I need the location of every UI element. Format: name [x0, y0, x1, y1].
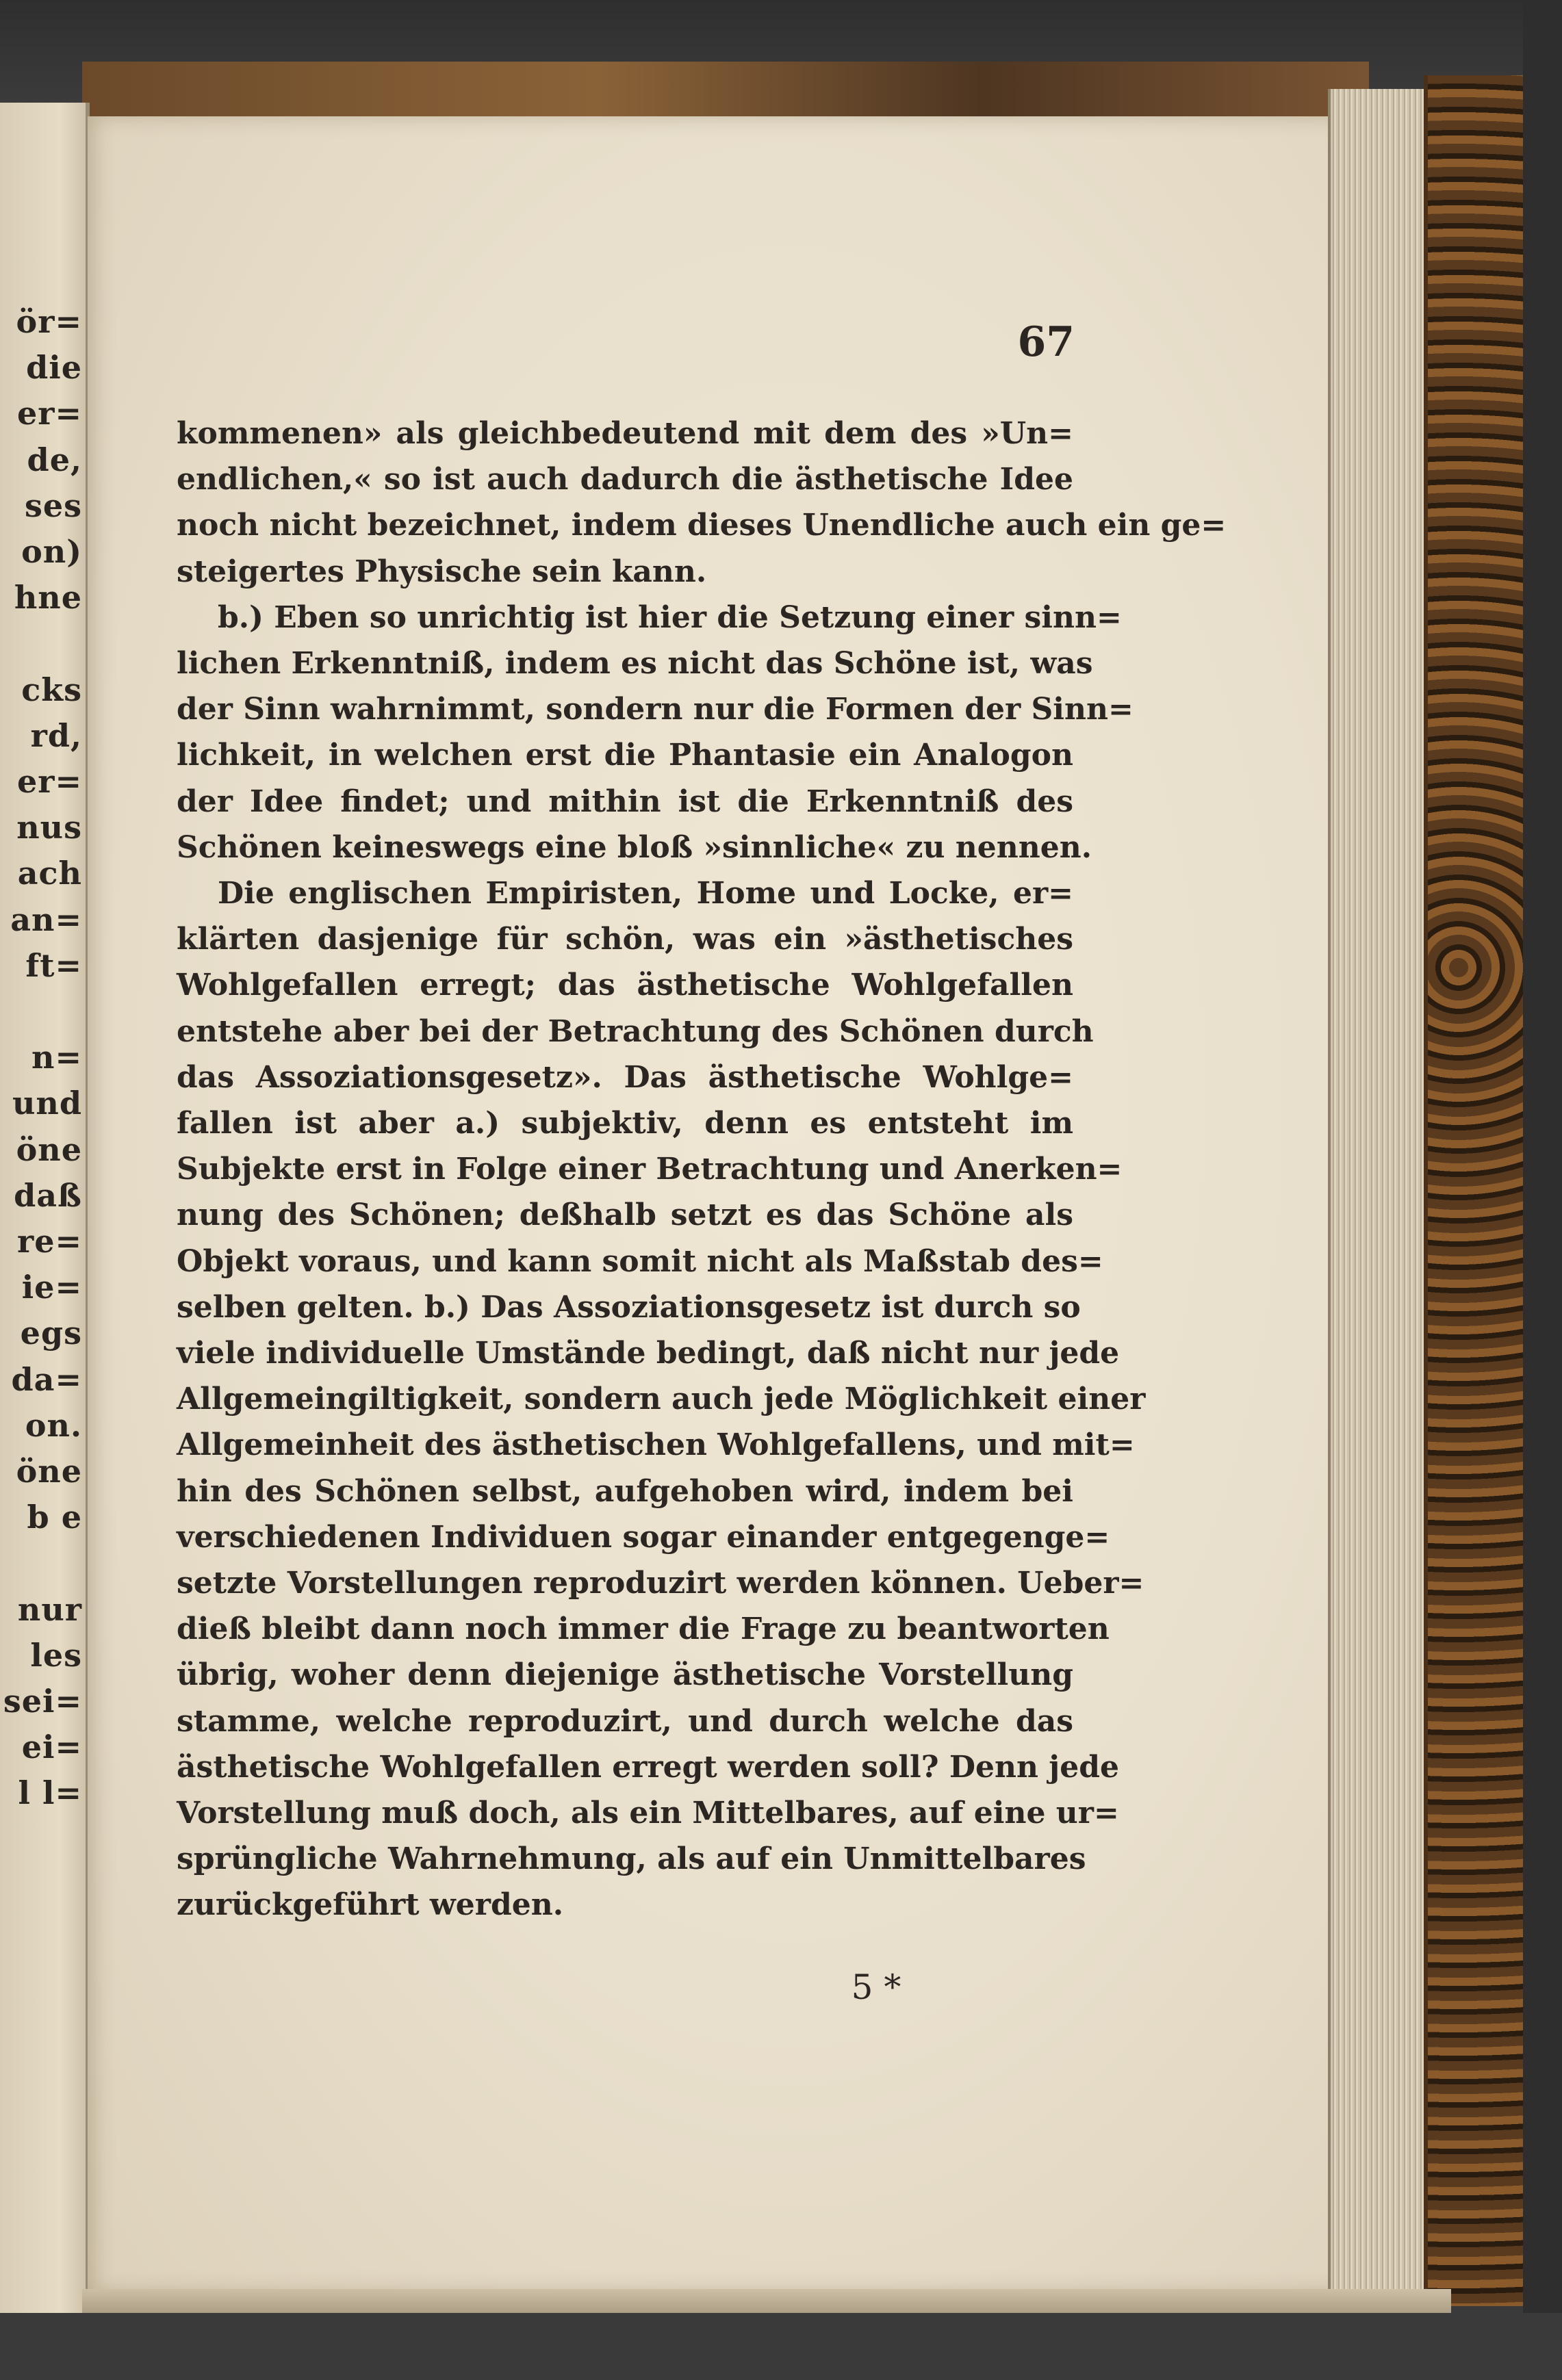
left-page-text-fragment: les: [30, 1636, 82, 1674]
page-bottom-edge: [82, 2289, 1451, 2316]
text-line: hin des Schönen selbst, aufgehoben wird, indem bei: [177, 1473, 1073, 1509]
text-line: zurückgeführt werden.: [177, 1887, 564, 1923]
text-line: stamme, welche reproduzirt, und durch welche das: [177, 1703, 1073, 1739]
book-cover-top-edge: [82, 62, 1369, 123]
text-line: der Idee findet; und mithin ist die Erkenntniß des: [177, 784, 1073, 819]
left-page-text-fragment: re=: [16, 1223, 82, 1260]
left-page-text-fragment: er=: [16, 395, 82, 432]
text-line: setzte Vorstellungen reproduzirt werden können. Ueber=: [177, 1566, 1144, 1601]
left-page-text-fragment: er=: [16, 763, 82, 800]
left-page-text-fragment: nur: [17, 1590, 82, 1628]
text-line: Die englischen Empiristen, Home und Locke, er=: [218, 876, 1073, 911]
left-page-text-fragment: öne: [16, 1453, 82, 1490]
text-line: das Assoziationsgesetz». Das ästhetische Wohlge=: [177, 1059, 1073, 1095]
left-page-text-fragment: hne: [14, 579, 82, 617]
text-line: entstehe aber bei der Betrachtung des Schönen durch: [177, 1013, 1094, 1049]
left-page-text-fragment: und: [12, 1085, 82, 1122]
left-page-text-fragment: on.: [25, 1406, 82, 1444]
marbled-book-board: [1424, 75, 1531, 2306]
text-line: b.) Eben so unrichtig ist hier die Setzung einer sinn=: [218, 599, 1122, 635]
text-line: Wohlgefallen erregt; das ästhetische Wohlgefallen: [177, 968, 1073, 1003]
left-page-text-fragment: on): [21, 533, 82, 570]
text-line: ästhetische Wohlgefallen erregt werden soll? Denn jede: [177, 1749, 1119, 1785]
left-page-text-fragment: an=: [10, 901, 82, 938]
text-line: noch nicht bezeichnet, indem dieses Unendliche auch ein ge=: [177, 508, 1227, 543]
left-page-text-fragment: b e: [27, 1499, 82, 1536]
left-page-fragment: [0, 103, 90, 2313]
page-block-edges: [1328, 89, 1433, 2292]
left-page-text-fragment: ör=: [16, 303, 82, 340]
left-page-text-fragment: ie=: [21, 1269, 82, 1306]
left-page-text-fragment: ei=: [21, 1729, 82, 1766]
text-line: übrig, woher denn diejenige ästhetische Vorstellung: [177, 1657, 1073, 1693]
printer-signature-mark: 5 *: [851, 1967, 901, 2007]
left-page-text-fragment: die: [26, 349, 82, 387]
text-line: der Sinn wahrnimmt, sondern nur die Formen der Sinn=: [177, 692, 1134, 727]
left-page-text-fragment: cks: [21, 671, 82, 708]
text-line: Objekt voraus, und kann somit nicht als Maßstab des=: [177, 1243, 1103, 1279]
left-page-text-fragment: nus: [16, 809, 82, 846]
page-number: 67: [1017, 318, 1075, 366]
text-line: klärten dasjenige für schön, was ein »ästhetisches: [177, 922, 1073, 957]
left-page-text-fragment: öne: [16, 1130, 82, 1168]
text-line: Allgemeinheit des ästhetischen Wohlgefallens, und mit=: [177, 1427, 1135, 1463]
left-page-text-fragment: ses: [24, 487, 82, 524]
left-page-text-fragment: daß: [14, 1176, 82, 1214]
background-right: [1523, 0, 1562, 2380]
text-line: Allgemeingiltigkeit, sondern auch jede Möglichkeit einer: [177, 1382, 1146, 1417]
text-line: Subjekte erst in Folge einer Betrachtung und Anerken=: [177, 1152, 1123, 1187]
text-line: nung des Schönen; deßhalb setzt es das Schöne als: [177, 1198, 1073, 1233]
text-line: viele individuelle Umstände bedingt, daß nicht nur jede: [177, 1336, 1120, 1371]
left-page-text-fragment: ach: [17, 855, 82, 892]
text-line: kommenen» als gleichbedeutend mit dem des »Un=: [177, 416, 1073, 451]
background-bottom: [0, 2313, 1562, 2380]
text-line: fallen ist aber a.) subjektiv, denn es entsteht im: [177, 1106, 1073, 1141]
text-line: steigertes Physische sein kann.: [177, 554, 707, 589]
text-line: lichkeit, in welchen erst die Phantasie ein Analogon: [177, 738, 1073, 773]
left-page-text-fragment: de,: [27, 441, 82, 478]
left-page-text-fragment: ft=: [25, 946, 82, 984]
text-line: sprüngliche Wahrnehmung, als auf ein Unmittelbares: [177, 1841, 1086, 1877]
text-line: Vorstellung muß doch, als ein Mittelbares, auf eine ur=: [177, 1796, 1119, 1831]
left-page-text-fragment: l l=: [18, 1774, 82, 1812]
text-line: dieß bleibt dann noch immer die Frage zu beantworten: [177, 1612, 1110, 1647]
text-line: lichen Erkenntniß, indem es nicht das Schöne ist, was: [177, 646, 1093, 681]
text-line: Schönen keineswegs eine bloß »sinnliche« zu nennen.: [177, 829, 1092, 865]
text-line: selben gelten. b.) Das Assoziationsgesetz ist durch so: [177, 1289, 1081, 1325]
left-page-text-fragment: n=: [31, 1039, 82, 1076]
left-page-text-fragment: egs: [20, 1315, 82, 1352]
left-page-text-fragment: rd,: [30, 716, 82, 754]
text-line: verschiedenen Individuen sogar einander entgegenge=: [177, 1519, 1110, 1555]
text-line: endlichen,« so ist auch dadurch die ästhetische Idee: [177, 462, 1073, 497]
left-page-text-fragment: sei=: [3, 1683, 82, 1720]
left-page-text-fragment: da=: [11, 1360, 82, 1398]
